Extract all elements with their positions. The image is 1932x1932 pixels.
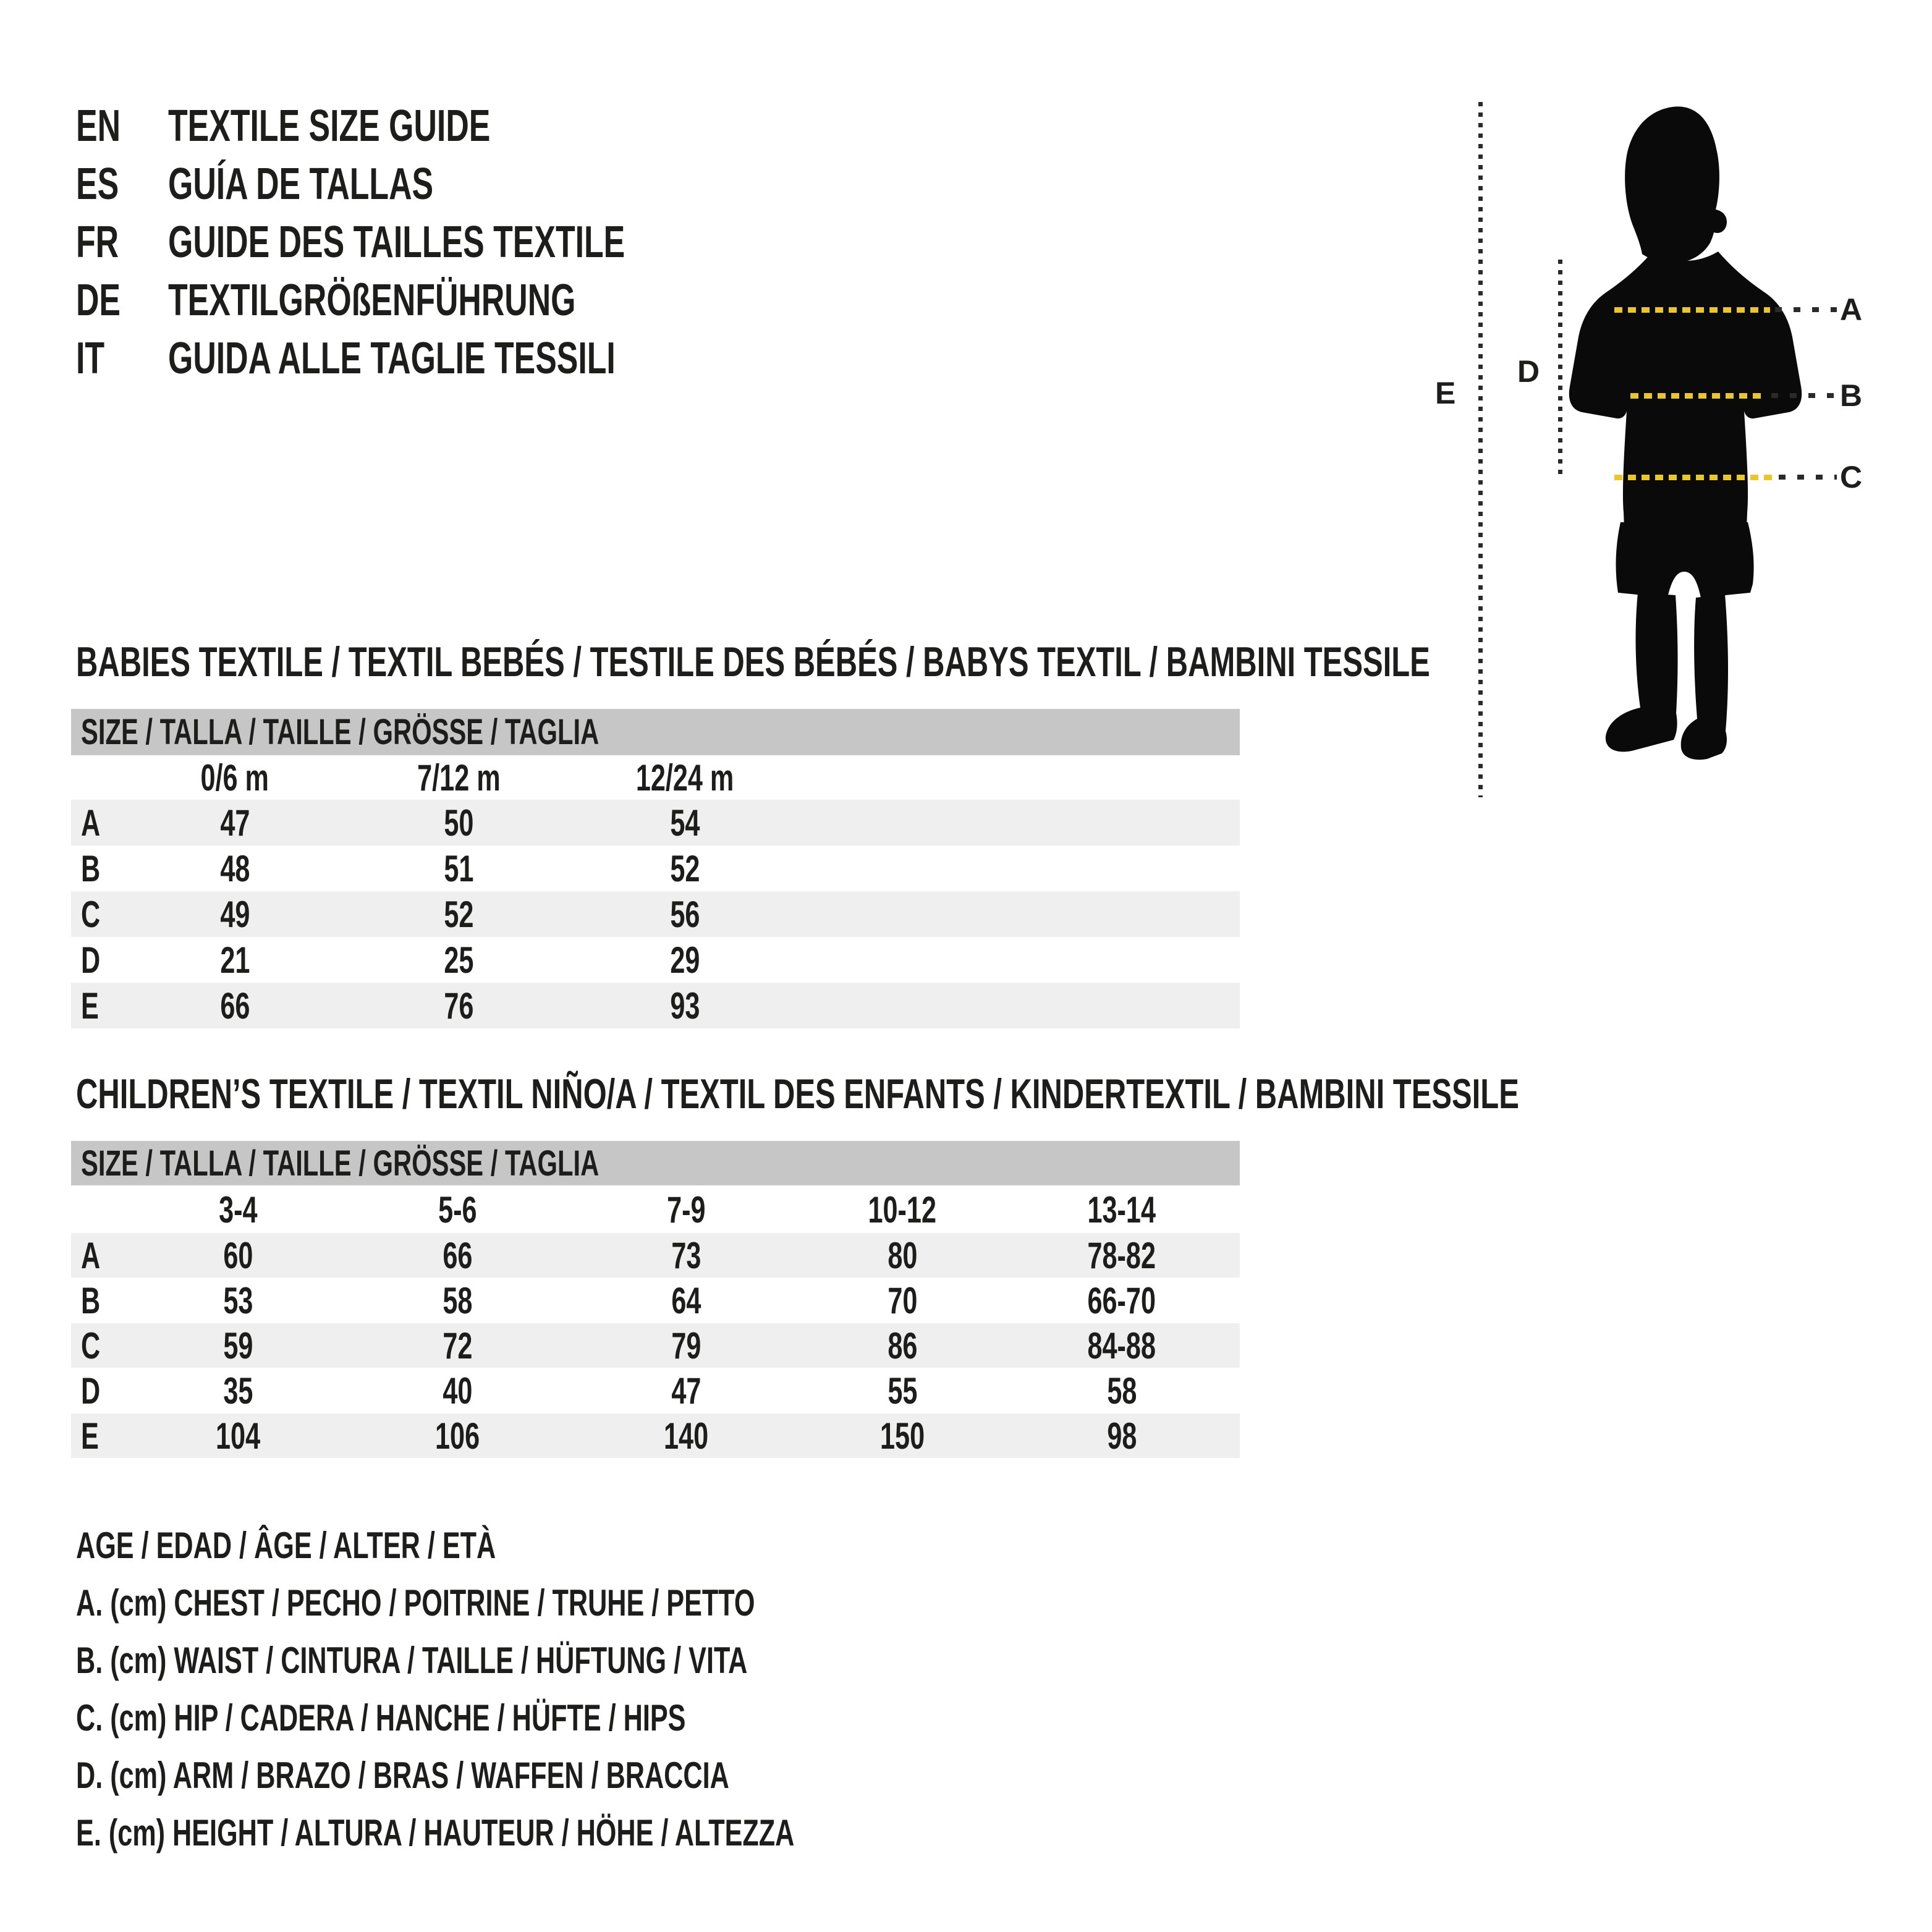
row-label-text: B [81, 847, 101, 889]
cell-text: 59 [222, 1324, 253, 1366]
language-title [168, 329, 789, 388]
language-title-text: GUÍA DE TALLAS [168, 159, 434, 209]
cell-text: 55 [887, 1370, 918, 1412]
cell-text: 60 [222, 1234, 253, 1276]
column-header-text: 10-12 [868, 1189, 937, 1231]
babies-column-header-row [71, 755, 1240, 800]
language-title-text: GUIDE DES TAILLES TEXTILE [168, 218, 625, 267]
babies-row-c [71, 891, 1240, 937]
cell-text: 98 [1106, 1415, 1137, 1457]
language-title-text: TEXTILGRÖßENFÜHRUNG [168, 276, 576, 325]
children-row-b [71, 1278, 1240, 1323]
cell [324, 1278, 590, 1323]
cell-text: 58 [1106, 1370, 1137, 1412]
column-header-text: 12/24 m [635, 756, 734, 799]
language-code [76, 271, 138, 329]
column-header-text: 0/6 m [200, 756, 269, 799]
children-row-e [71, 1413, 1240, 1458]
row-label [81, 1323, 108, 1368]
children-column-header [989, 1187, 1255, 1233]
hip-dash-dark-c [1779, 475, 1837, 480]
children-size-header-text: SIZE / TALLA / TAILLE / GRÖSSE / TAGLIA [81, 1143, 600, 1184]
cell-text: 54 [669, 802, 700, 844]
legend-text: AGE / EDAD / ÂGE / ALTER / ETÀ [76, 1525, 496, 1566]
cell-text: 76 [443, 985, 474, 1027]
row-label-text: A [81, 1234, 101, 1276]
cell-text: 66 [219, 985, 250, 1027]
row-label [81, 1233, 108, 1277]
row-label [81, 1413, 106, 1458]
cell-text: 48 [219, 847, 250, 889]
figure-label-b: B [1840, 378, 1863, 413]
cell-text: 50 [443, 802, 474, 844]
language-code-text: EN [76, 101, 121, 151]
cell-text: 66 [442, 1234, 473, 1276]
babies-column-header [549, 755, 821, 800]
column-header-text: 13-14 [1087, 1189, 1156, 1231]
figure-label-c: C [1840, 460, 1863, 494]
cell [989, 1233, 1255, 1277]
cell-text: 53 [222, 1279, 253, 1321]
legend-text: A. (cm) CHEST / PECHO / POITRINE / TRUHE / PETTO [76, 1582, 755, 1624]
language-title [168, 213, 803, 271]
silhouette-shorts [1616, 522, 1754, 598]
legend-waist-line [76, 1632, 1009, 1689]
cell [549, 937, 821, 983]
figure-label-a: A [1840, 292, 1863, 327]
cell-text: 70 [887, 1279, 918, 1321]
figure-label-e: E [1435, 376, 1456, 410]
language-code [76, 155, 135, 213]
language-code [76, 213, 135, 271]
children-column-header-row [71, 1187, 1240, 1233]
cell [324, 1368, 590, 1413]
cell-text: 35 [222, 1370, 253, 1412]
language-title-text: TEXTILE SIZE GUIDE [168, 101, 491, 151]
legend-age-line [76, 1517, 659, 1574]
children-size-header-bar [71, 1141, 1240, 1185]
row-label-text: C [81, 1324, 101, 1366]
legend-height-line [76, 1804, 1074, 1862]
cell-text: 140 [663, 1415, 709, 1457]
waist-dash-dark-b [1771, 393, 1837, 398]
cell-text: 93 [669, 985, 700, 1027]
children-section-title-text: CHILDREN’S TEXTILE / TEXTIL NIÑO/A / TEXTIL DES ENFANTS / KINDERTEXTIL / BAMBINI TESSILE [76, 1070, 1519, 1117]
cell-text: 104 [215, 1415, 261, 1457]
row-label-text: E [81, 985, 99, 1027]
cell [989, 1368, 1255, 1413]
row-label-text: D [81, 1370, 101, 1412]
language-title [168, 271, 734, 329]
cell-text: 73 [671, 1234, 701, 1276]
cell [549, 800, 821, 845]
cell [324, 1413, 590, 1458]
figure-label-d: D [1517, 354, 1540, 389]
language-code-text: FR [76, 218, 119, 267]
column-header-text: 5-6 [438, 1189, 477, 1231]
cell-text: 47 [671, 1370, 701, 1412]
waist-dash-yellow-b [1630, 393, 1766, 399]
cell-text: 21 [219, 939, 250, 981]
column-header-text: 7/12 m [417, 756, 501, 799]
cell-text: 58 [442, 1279, 473, 1321]
cell-text: 29 [669, 939, 700, 981]
cell-text: 52 [443, 893, 474, 935]
cell-text: 47 [219, 802, 250, 844]
cell [549, 891, 821, 937]
language-title-text: GUIDA ALLE TAGLIE TESSILI [168, 334, 616, 383]
row-label-text: D [81, 939, 101, 981]
hip-dash-yellow-c [1614, 475, 1774, 480]
cell-text: 150 [879, 1415, 925, 1457]
children-section-title [76, 1069, 1932, 1119]
language-title [168, 155, 536, 213]
cell-text: 106 [434, 1415, 480, 1457]
babies-row-e [71, 983, 1240, 1028]
cell [989, 1413, 1255, 1458]
cell [549, 845, 821, 891]
children-row-d [71, 1368, 1240, 1413]
column-header-text: 3-4 [218, 1189, 258, 1231]
row-label-text: B [81, 1279, 101, 1321]
cell-text: 49 [219, 893, 250, 935]
legend-text: C. (cm) HIP / CADERA / HANCHE / HÜFTE / HIPS [76, 1697, 686, 1739]
babies-size-header-bar [71, 709, 1240, 755]
legend-text: D. (cm) ARM / BRAZO / BRAS / WAFFEN / BRACCIA [76, 1755, 729, 1796]
cell-text: 78-82 [1087, 1234, 1156, 1276]
babies-row-a [71, 800, 1240, 845]
height-dotted-line-e [1478, 102, 1483, 797]
babies-section-title [76, 637, 1932, 687]
cell-text: 51 [443, 847, 474, 889]
legend-text: B. (cm) WAIST / CINTURA / TAILLE / HÜFTUNG / VITA [76, 1640, 748, 1681]
children-row-c [71, 1323, 1240, 1368]
babies-row-b [71, 845, 1240, 891]
cell-text: 52 [669, 847, 700, 889]
language-title [168, 97, 616, 155]
row-label [81, 1278, 108, 1323]
legend-text: E. (cm) HEIGHT / ALTURA / HAUTEUR / HÖHE / ALTEZZA [76, 1812, 795, 1854]
chest-dash-dark-a [1775, 307, 1837, 312]
silhouette-shirt [1569, 252, 1802, 528]
cell-text: 80 [887, 1234, 918, 1276]
legend-chest-line [76, 1574, 1019, 1632]
cell [989, 1278, 1255, 1323]
cell [324, 1233, 590, 1277]
language-code-text: DE [76, 276, 121, 325]
legend-hip-line [76, 1689, 923, 1747]
column-header-text: 7-9 [666, 1189, 706, 1231]
babies-row-d [71, 937, 1240, 983]
cell-text: 86 [887, 1324, 918, 1366]
cell-text: 25 [443, 939, 474, 981]
babies-size-header-text: SIZE / TALLA / TAILLE / GRÖSSE / TAGLIA [81, 712, 600, 752]
row-label-text: A [81, 802, 101, 844]
cell-text: 72 [442, 1324, 473, 1366]
cell [989, 1323, 1255, 1368]
row-label-text: E [81, 1415, 99, 1457]
silhouette-head [1625, 106, 1727, 263]
children-row-a [71, 1233, 1240, 1277]
babies-section-title-text: BABIES TEXTILE / TEXTIL BEBÉS / TESTILE DES BÉBÉS / BABYS TEXTIL / BAMBINI TESSILE [76, 638, 1430, 685]
language-code [76, 97, 138, 155]
language-code [76, 329, 116, 388]
cell-text: 79 [671, 1324, 701, 1366]
cell-text: 84-88 [1087, 1324, 1156, 1366]
cell-text: 56 [669, 893, 700, 935]
cell-text: 64 [671, 1279, 701, 1321]
cell [549, 983, 821, 1028]
language-code-text: IT [76, 334, 105, 383]
legend-arm-line [76, 1747, 983, 1804]
chest-dash-yellow-a [1614, 307, 1770, 313]
cell-text: 66-70 [1087, 1279, 1156, 1321]
children-column-header [324, 1187, 590, 1233]
cell-text: 40 [442, 1370, 473, 1412]
row-label-text: C [81, 893, 101, 935]
cell [324, 1323, 590, 1368]
row-label [81, 1368, 108, 1413]
language-code-text: ES [76, 159, 119, 209]
